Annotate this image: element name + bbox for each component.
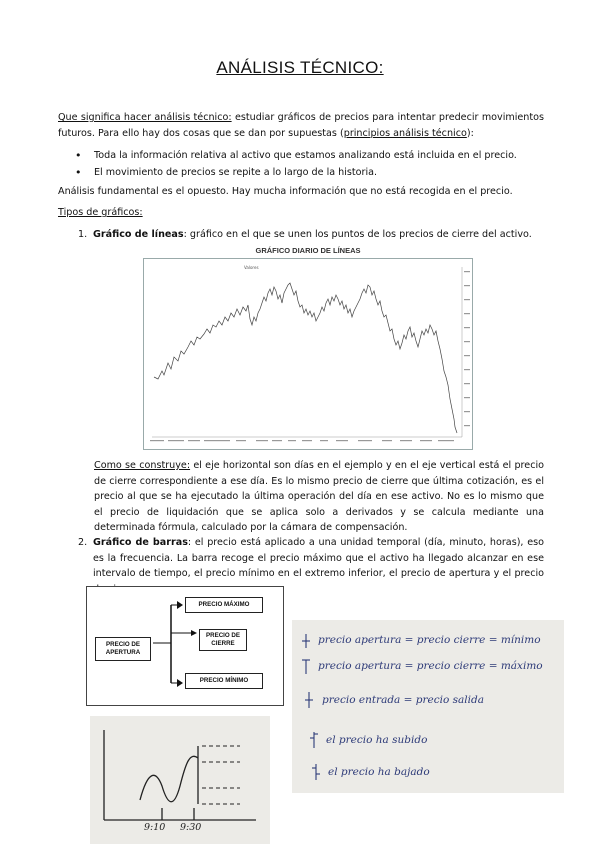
note-line: precio apertura = precio cierre = máximo	[318, 660, 543, 672]
item-number: 2.	[78, 537, 88, 548]
minimo-box: PRECIO MÍNIMO	[185, 673, 263, 689]
bullet-item: • El movimiento de precios se repite a lo largo de la historia.	[58, 164, 544, 181]
note-line: precio apertura = precio cierre = mínimo	[318, 634, 541, 646]
item-title: Gráfico de líneas	[93, 229, 184, 240]
bullet-item: • Toda la información relativa al activo que estamos analizando está incluida en el precio.	[58, 147, 544, 164]
fundamental-text: Análisis fundamental es el opuesto. Hay mucha información que no está recogida en el precio.	[58, 186, 513, 197]
item-title: Gráfico de barras	[93, 537, 188, 548]
item-text: : gráfico en el que se unen los puntos de los precios de cierre del activo.	[183, 229, 532, 240]
cierre-box: PRECIO DE CIERRE	[199, 629, 247, 651]
principles-link: principios análisis técnico	[343, 127, 467, 139]
sketch-label: 9:30	[180, 822, 202, 833]
como-text: el eje horizontal son días en el ejemplo y en el eje vertical está el precio de cierre correspondiente a ese día. Es lo mismo precio de cierre que última cotización, es el precio al que se ha ejecutado la última operación del día en ese activo. No es lo mismo que el precio de liquidación que se aplica solo a derivados y se calcula mediante una determinada fórmula, calculado por la cámara de compensación.	[94, 460, 545, 533]
note-line: precio entrada = precio salida	[322, 694, 484, 706]
intro-text-end: ):	[466, 127, 474, 139]
line-chart-image	[143, 258, 473, 450]
note-line: el precio ha bajado	[328, 766, 430, 778]
item-text: : el precio está aplicado a una unidad temporal (día, minuto, horas), eso es la frecuencia. La barra recoge el precio máximo que el activo ha llegado alcanzar en ese intervalo de tiempo, el precio mínimo en el extremo inferior, el precio de apertura y el precio	[93, 537, 544, 579]
item-number: 1.	[78, 229, 88, 240]
handwritten-sketch-photo	[90, 716, 270, 844]
tipos-heading: Tipos de gráficos:	[58, 207, 143, 218]
price-line	[154, 283, 457, 433]
apertura-box: PRECIO DE APERTURA	[95, 637, 151, 661]
sketch-label: 9:10	[144, 822, 166, 833]
handwritten-notes-photo	[292, 620, 564, 793]
maximo-box: PRECIO MÁXIMO	[185, 597, 263, 613]
como-label: Como se construye:	[94, 460, 191, 471]
x-ticks	[150, 440, 454, 441]
page-title: ANÁLISIS TÉCNICO:	[216, 58, 384, 77]
item-line-chart	[78, 227, 544, 243]
note-line: el precio ha subido	[326, 734, 428, 746]
principles-list	[58, 147, 544, 181]
line-chart-svg	[144, 259, 472, 449]
chart-legend: Valores	[244, 265, 259, 270]
chart-title: GRÁFICO DIARIO DE LÍNEAS	[255, 246, 361, 255]
intro-text: estudiar gráficos de precios para intentar predecir movimientos futuros. Para ello hay dos cosas que se dan por supuestas (	[58, 112, 544, 139]
bar-diagram	[86, 586, 284, 706]
intro-label: Que significa hacer análisis técnico:	[58, 112, 232, 123]
intro-paragraph	[58, 110, 544, 141]
y-ticks	[464, 271, 470, 426]
como-paragraph	[94, 458, 544, 536]
